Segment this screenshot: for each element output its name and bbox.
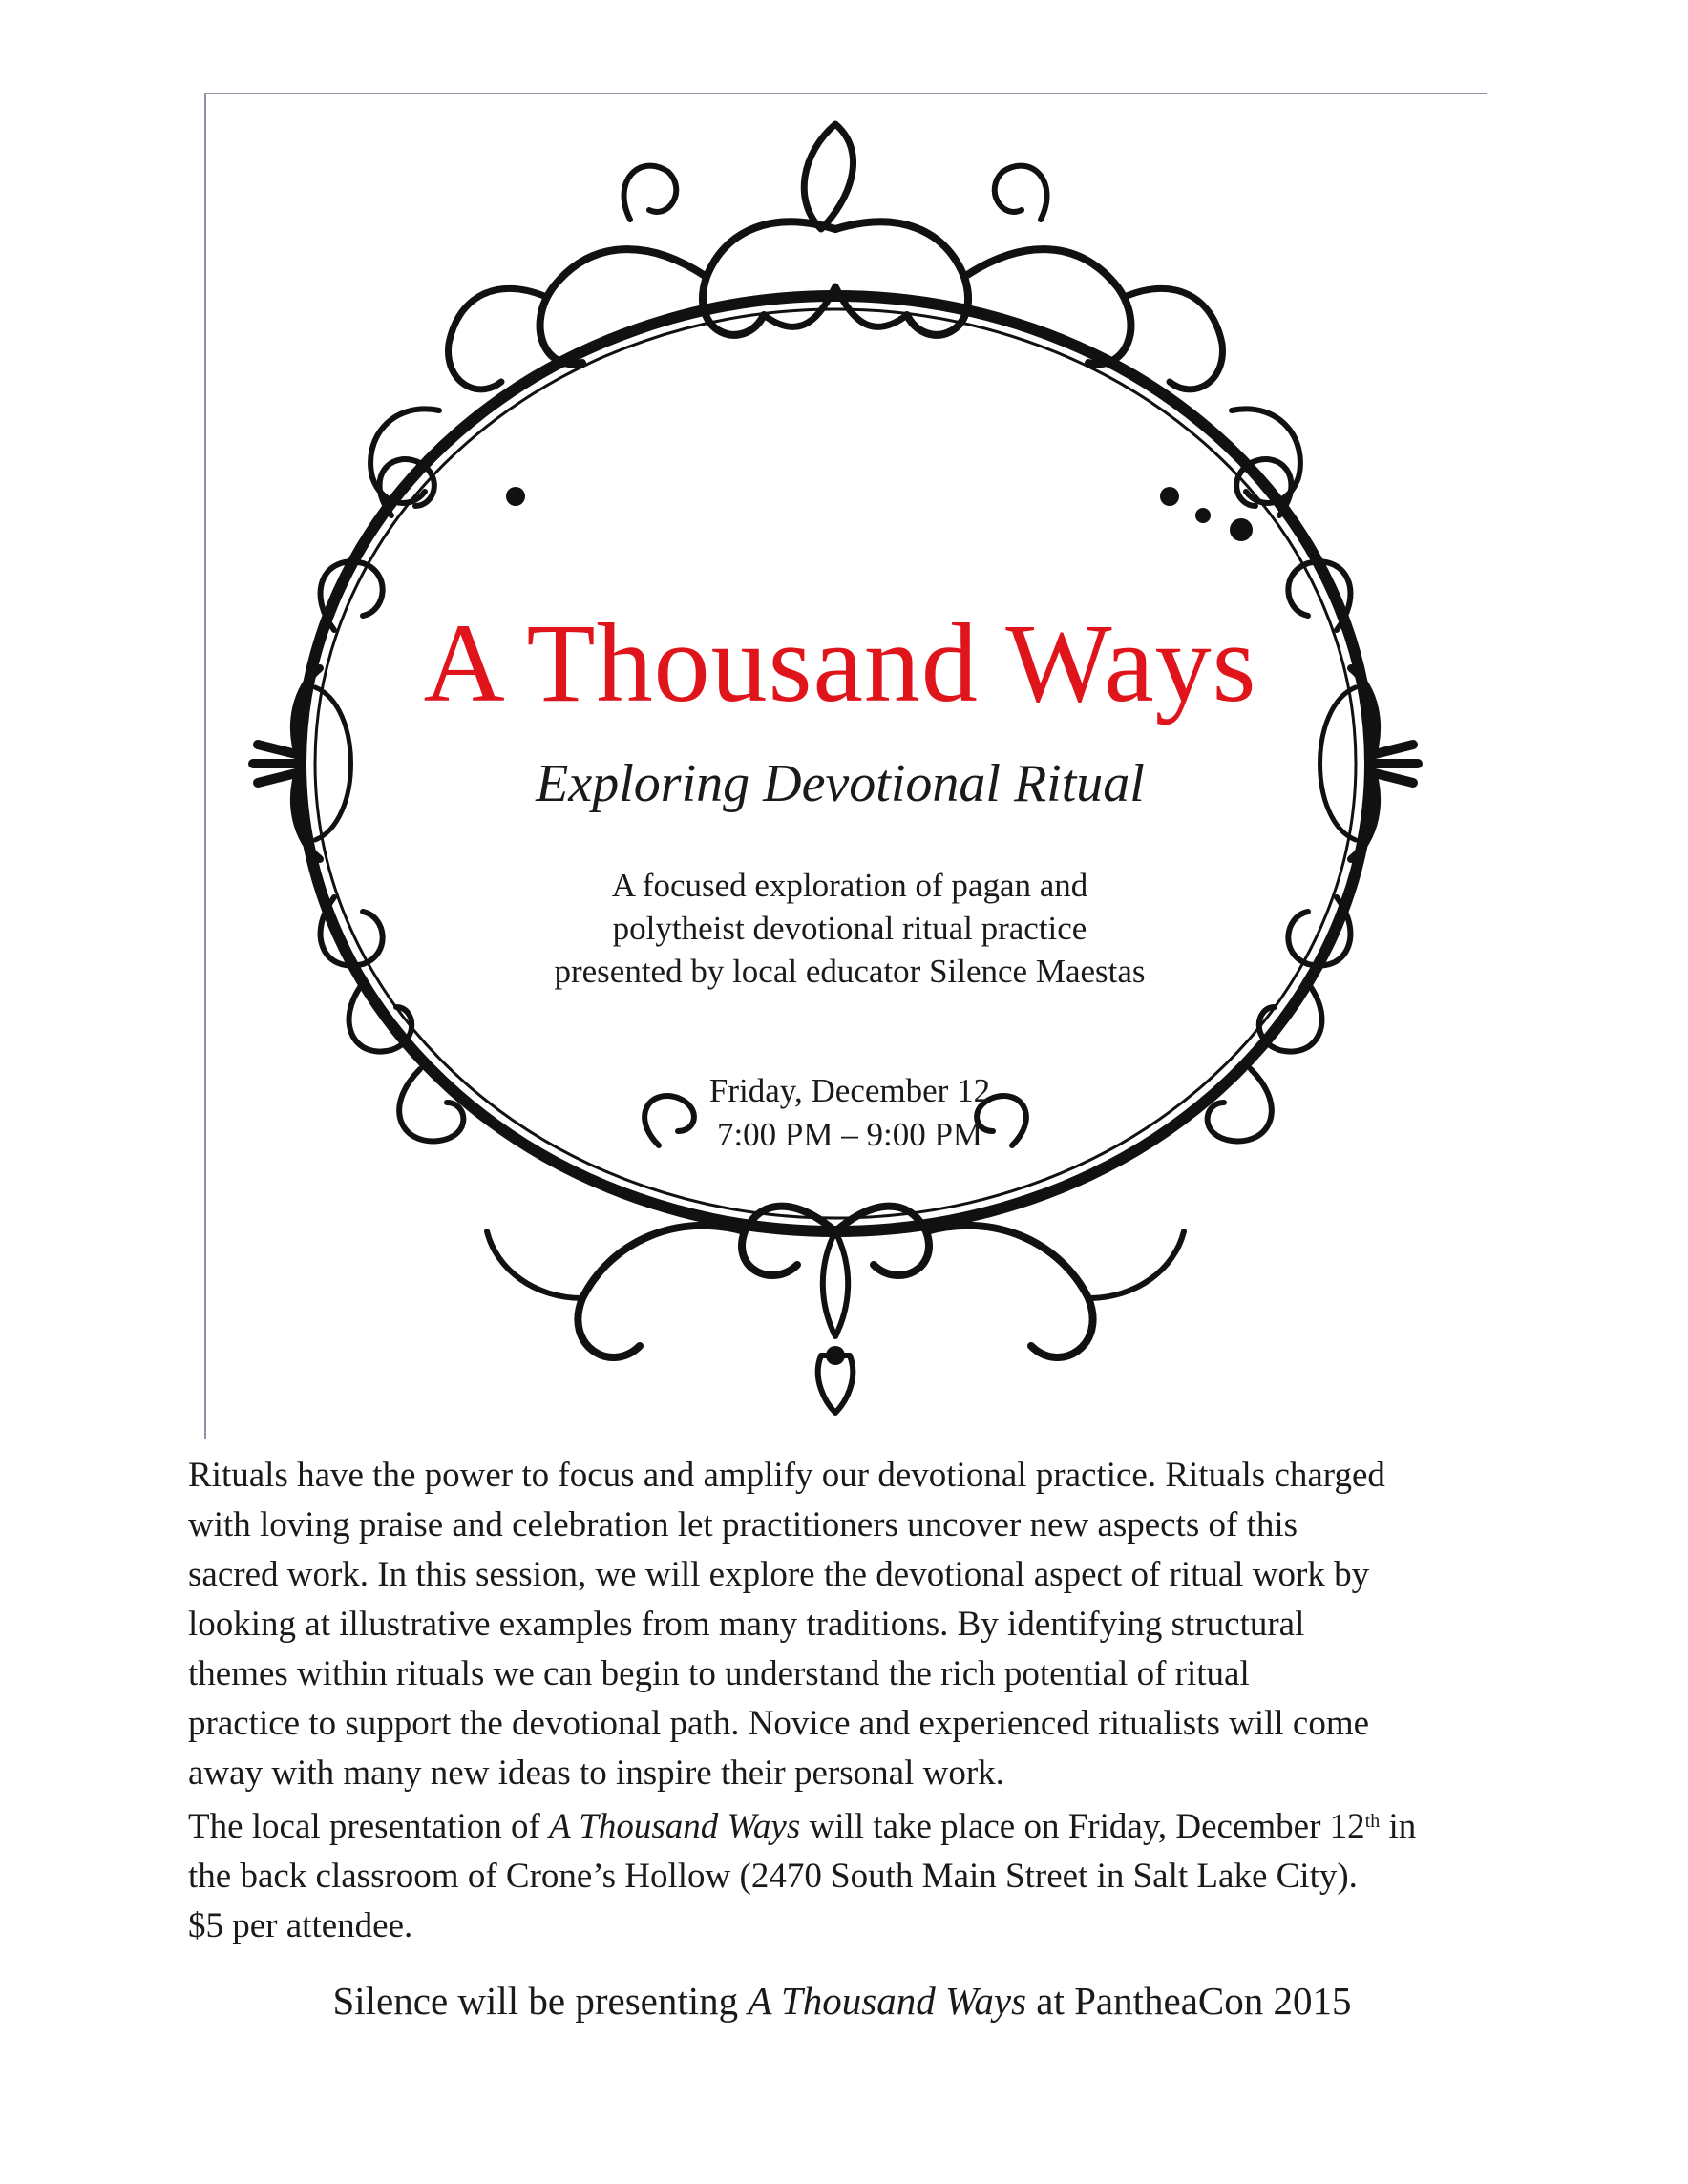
body-line: looking at illustrative examples from many traditions. By identifying structural xyxy=(188,1605,1305,1644)
frame-border-left xyxy=(204,93,206,1438)
body-text xyxy=(188,1451,1525,1951)
event-datetime xyxy=(535,1069,1165,1157)
footer-note xyxy=(188,1976,1496,2026)
body-line: with loving praise and celebration let practitioners uncover new aspects of this xyxy=(188,1505,1298,1544)
frame-border-top xyxy=(204,93,1487,94)
local-suffix: in xyxy=(1380,1807,1417,1846)
event-description xyxy=(401,864,1298,993)
description-line: presented by local educator Silence Maestas xyxy=(554,953,1146,990)
local-line-3: $5 per attendee. xyxy=(188,1906,413,1945)
intro-paragraph xyxy=(188,1451,1525,1798)
footer-title: A Thousand Ways xyxy=(748,1979,1027,2023)
local-middle: will take place on Friday, December 12 xyxy=(800,1807,1365,1846)
footer-suffix: at PantheaCon 2015 xyxy=(1026,1979,1352,2023)
local-line-1 xyxy=(188,1807,1416,1846)
event-title: A Thousand Ways xyxy=(423,600,1257,725)
local-title: A Thousand Ways xyxy=(549,1807,801,1846)
body-line: Rituals have the power to focus and amplify our devotional practice. Rituals charged xyxy=(188,1456,1385,1495)
body-line: sacred work. In this session, we will explore the devotional aspect of ritual work by xyxy=(188,1555,1370,1594)
body-line: away with many new ideas to inspire their personal work. xyxy=(188,1754,1004,1793)
body-line: practice to support the devotional path. Novice and experienced ritualists will come xyxy=(188,1704,1370,1743)
description-line: polytheist devotional ritual practice xyxy=(612,910,1087,947)
local-line-2: the back classroom of Crone’s Hollow (2470 South Main Street in Salt Lake City). xyxy=(188,1857,1358,1896)
body-line: themes within rituals we can begin to understand the rich potential of ritual xyxy=(188,1654,1250,1693)
local-prefix: The local presentation of xyxy=(188,1807,550,1846)
event-date: Friday, December 12 xyxy=(708,1072,991,1109)
date-ordinal: th xyxy=(1364,1811,1381,1832)
local-presentation-paragraph xyxy=(188,1802,1525,1951)
footer-prefix: Silence will be presenting xyxy=(332,1979,749,2023)
event-subtitle: Exploring Devotional Ritual xyxy=(536,754,1145,813)
event-time: 7:00 PM – 9:00 PM xyxy=(716,1116,983,1153)
description-line: A focused exploration of pagan and xyxy=(611,867,1088,904)
